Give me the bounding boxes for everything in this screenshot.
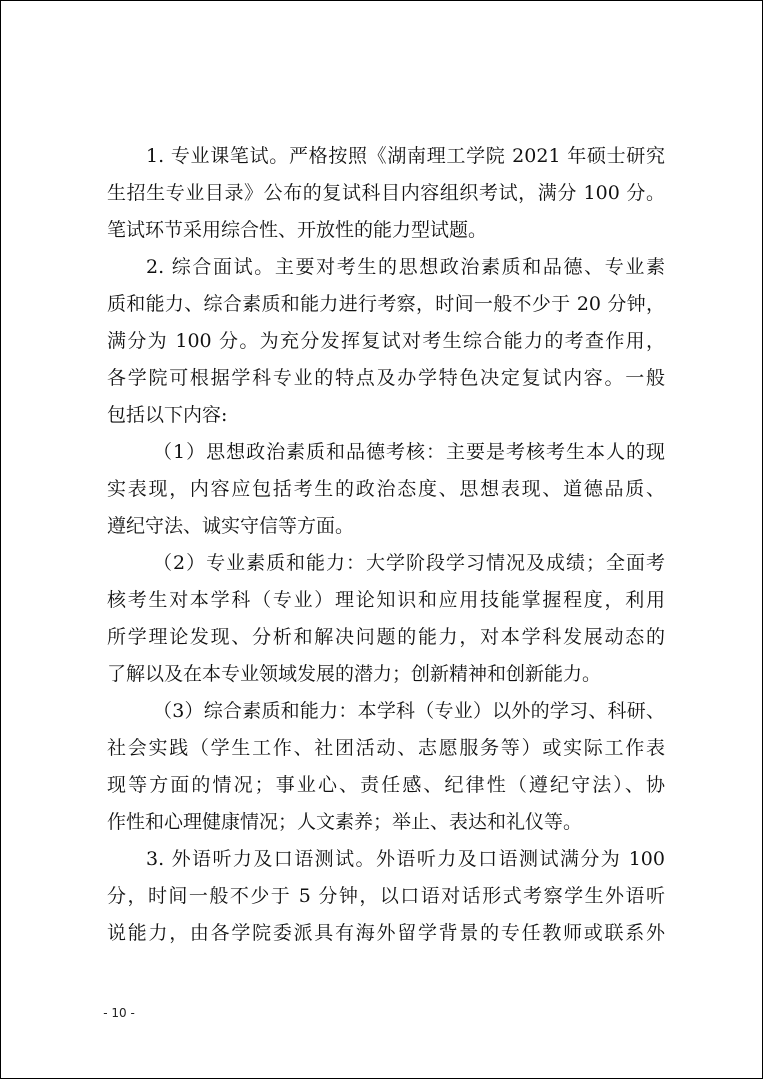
body-text-line: （3）综合素质和能力：本学科（专业）以外的学习、科研、 — [153, 700, 665, 722]
body-text-line: 实表现，内容应包括考生的政治态度、思想表现、道德品质、 — [107, 478, 665, 500]
body-text-line: （1）思想政治素质和品德考核：主要是考核考生本人的现 — [153, 441, 665, 463]
body-text-line: 2. 综合面试。主要对考生的思想政治素质和品德、专业素 — [146, 256, 665, 278]
body-text-line: 质和能力、综合素质和能力进行考察，时间一般不少于 20 分钟， — [107, 293, 665, 315]
body-text-line: 社会实践（学生工作、社团活动、志愿服务等）或实际工作表 — [107, 737, 665, 759]
body-text-line: 生招生专业目录》公布的复试科目内容组织考试，满分 100 分。 — [107, 182, 665, 204]
body-text-line: 笔试环节采用综合性、开放性的能力型试题。 — [107, 219, 488, 241]
body-text-line: 包括以下内容: — [107, 404, 228, 426]
body-text-line: 所学理论发现、分析和解决问题的能力，对本学科发展动态的 — [107, 626, 665, 648]
body-text-line: 满分为 100 分。为充分发挥复试对考生综合能力的考查作用， — [107, 330, 665, 352]
body-text-line: （2）专业素质和能力：大学阶段学习情况及成绩；全面考 — [153, 552, 665, 574]
body-text-line: 了解以及在本专业领域发展的潜力；创新精神和创新能力。 — [107, 663, 602, 685]
body-text-line: 现等方面的情况；事业心、责任感、纪律性（遵纪守法）、协 — [107, 774, 665, 796]
body-text-line: 说能力，由各学院委派具有海外留学背景的专任教师或联系外 — [107, 922, 665, 944]
body-text-line: 各学院可根据学科专业的特点及办学特色决定复试内容。一般 — [107, 367, 665, 389]
body-text-line: 遵纪守法、诚实守信等方面。 — [107, 515, 355, 537]
body-text-line: 1. 专业课笔试。严格按照《湖南理工学院 2021 年硕士研究 — [146, 145, 665, 167]
body-text-line: 核考生对本学科（专业）理论知识和应用技能掌握程度，利用 — [107, 589, 665, 611]
body-text-line: 作性和心理健康情况；人文素养；举止、表达和礼仪等。 — [107, 811, 583, 833]
body-text-line: 分，时间一般不少于 5 分钟，以口语对话形式考察学生外语听 — [107, 885, 665, 907]
body-text-line: 3. 外语听力及口语测试。外语听力及口语测试满分为 100 — [146, 848, 665, 870]
page-number: - 10 - — [103, 1006, 135, 1020]
